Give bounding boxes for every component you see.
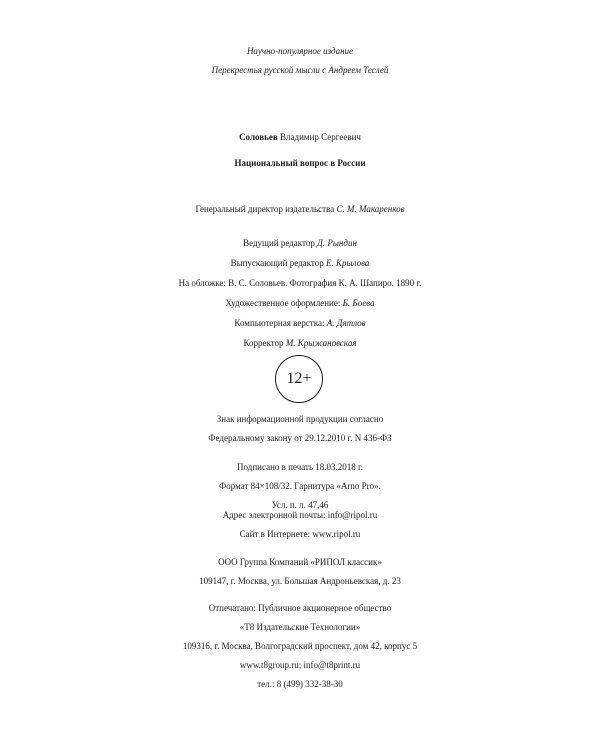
age-rating-icon	[275, 355, 323, 403]
proof-label: Корректор	[243, 338, 284, 348]
issuing-editor-label: Выпускающий редактор	[230, 258, 324, 268]
title-block	[0, 124, 600, 176]
issuing-editor-name: Е. Крылова	[325, 258, 370, 268]
printer-block	[0, 599, 600, 694]
author-surname: Соловьев	[239, 132, 278, 142]
website-line: Сайт в Интернете: www.ripol.ru	[239, 529, 361, 539]
printer-address: 109316, г. Москва, Волгоградский проспект, дом 42, корпус 5	[182, 641, 418, 651]
edition-type: Научно-популярное издание	[246, 46, 354, 56]
author-names: Владимир Сергеевич	[280, 132, 361, 142]
director-name: С. М. Макаренков	[336, 204, 405, 214]
credits-block	[0, 233, 600, 353]
age-rating-badge: 12+	[275, 355, 323, 403]
art-label: Художественное оформление:	[225, 298, 341, 308]
author-line	[0, 124, 600, 150]
director-line	[0, 200, 600, 219]
layout-label: Компьютерная верстка:	[234, 318, 325, 328]
printer-phone: тел.: 8 (499) 332-38-30	[257, 679, 343, 689]
notice-line-1: Знак информационной продукции согласно	[216, 414, 384, 424]
printed-sheets: Усл. п. л. 47,46	[271, 500, 329, 510]
series-name: Перекрестья русской мысли с Андреем Теслей	[211, 65, 389, 75]
publisher-name: ООО Группа Компаний «РИПОЛ классик»	[218, 557, 382, 567]
director-label: Генеральный директор издательства	[195, 204, 335, 214]
art-direction-line	[0, 293, 600, 313]
lead-editor-name: Д. Рындин	[317, 238, 357, 248]
printer-line-2: «Т8 Издательские Технологии»	[239, 622, 361, 632]
lead-editor-label: Ведущий редактор	[243, 238, 315, 248]
publisher-address: 109147, г. Москва, ул. Большая Андроньевская, д. 23	[199, 576, 401, 586]
book-title: Национальный вопрос в России	[234, 158, 366, 168]
publisher-block	[0, 553, 600, 591]
format-line: Формат 84×108/32. Гарнитура «Arno Pro».	[219, 481, 381, 491]
contact-block	[0, 506, 600, 544]
director-block	[0, 200, 600, 219]
series-block	[0, 42, 600, 80]
issuing-editor-line	[0, 253, 600, 273]
proof-name: М. Крыжановская	[285, 338, 357, 348]
info-notice-block	[0, 410, 600, 448]
printer-line-1: Отпечатано: Публичное акционерное общество	[208, 603, 392, 613]
cover-credit-line: На обложке: В. С. Соловьев. Фотография К. А. Шапиро. 1890 г.	[178, 278, 422, 288]
email-line: Адрес электронной почты: info@ripol.ru	[222, 510, 378, 520]
layout-line	[0, 313, 600, 333]
layout-name: А. Дятлов	[326, 318, 366, 328]
signed-to-print: Подписано в печать 18.03.2018 г.	[237, 462, 363, 472]
printer-web: www.t8group.ru; info@t8print.ru	[239, 660, 361, 670]
proofreader-line	[0, 333, 600, 353]
lead-editor-line	[0, 233, 600, 253]
notice-line-2: Федеральному закону от 29.12.2010 г. N 436-ФЗ	[208, 433, 392, 443]
art-name: Б. Боева	[342, 298, 375, 308]
